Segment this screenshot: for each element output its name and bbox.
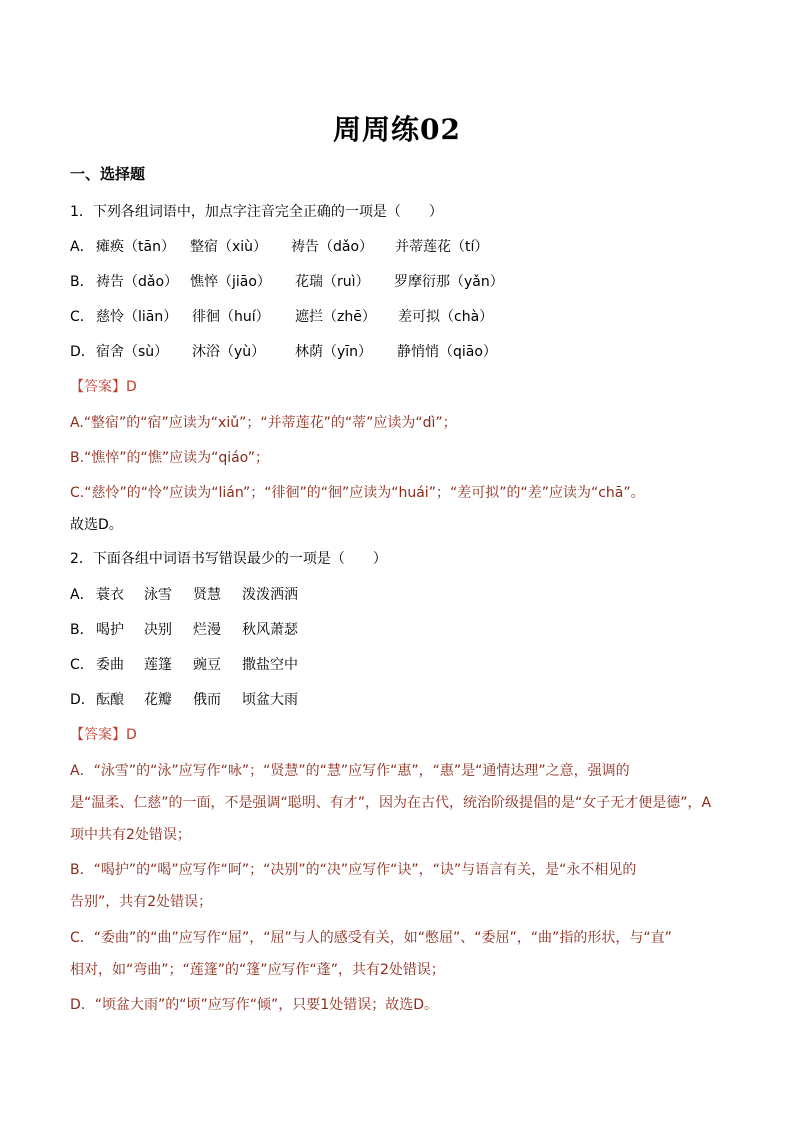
option-item: 祷告（dǎo） bbox=[291, 239, 374, 255]
option-item: 花瓣 bbox=[144, 692, 172, 708]
option-label: C． bbox=[70, 657, 94, 673]
explanation-line: B．“喝护”的“喝”应写作“呵”；“决别”的“决”应写作“诀”，“诀”与语言有关，是“永不相见的 bbox=[70, 862, 637, 878]
option-item: 并蒂莲花（tí） bbox=[395, 239, 489, 255]
option-label: B． bbox=[70, 622, 94, 638]
question-1-stem: 1．下列各组词语中，加点字注音完全正确的一项是（ ） bbox=[70, 204, 443, 220]
option-label: C． bbox=[70, 309, 94, 325]
question-1-answer: 【答案】D bbox=[70, 379, 137, 395]
option-item: 宿舍（sù） bbox=[96, 344, 169, 360]
option-item: 顷盆大雨 bbox=[242, 692, 298, 708]
option-label: A． bbox=[70, 587, 94, 603]
explanation-line: C．“委曲”的“曲”应写作“屈”，“屈”与人的感受有关，如“憋屈”、“委屈”，“曲”指的形状，与“直” bbox=[70, 930, 672, 946]
option-item: 俄而 bbox=[193, 692, 221, 708]
option-item: 委曲 bbox=[96, 657, 124, 673]
option-item: 撒盐空中 bbox=[242, 657, 298, 673]
option-item: 烂漫 bbox=[193, 622, 221, 638]
explanation-line: B.“憔悴”的“憔”应读为“qiáo”； bbox=[70, 450, 269, 466]
explanation-line: 告别”，共有2处错误； bbox=[70, 894, 213, 910]
option-item: 贤慧 bbox=[193, 587, 221, 603]
option-item: 喝护 bbox=[96, 622, 124, 638]
option-item: 遮拦（zhē） bbox=[295, 309, 376, 325]
option-item: 祷告（dǎo） bbox=[96, 274, 179, 290]
explanation-line: C.“慈怜”的“怜”应读为“lián”；“徘徊”的“徊”应读为“huái”；“差可拟”的“差”应读为“chā”。 bbox=[70, 485, 645, 501]
explanation-line: D．“顷盆大雨”的“顷”应写作“倾”，只要1处错误；故选D。 bbox=[70, 997, 438, 1013]
option-item: 酝酿 bbox=[96, 692, 124, 708]
option-item: 静悄悄（qiāo） bbox=[397, 344, 497, 360]
explanation-conclusion: 故选D。 bbox=[70, 517, 123, 533]
section-heading: 一、选择题 bbox=[70, 165, 146, 183]
option-item: 决别 bbox=[144, 622, 172, 638]
option-item: 慈怜（liān） bbox=[96, 309, 178, 325]
explanation-line: 项中共有2处错误； bbox=[70, 827, 191, 843]
option-item: 秋风萧瑟 bbox=[242, 622, 298, 638]
explanation-line: A．“泳雪”的“泳”应写作“咏”；“贤慧”的“慧”应写作“惠”，“惠”是“通情达理”之意，强调的 bbox=[70, 763, 630, 779]
explanation-line: A.“整宿”的“宿”应读为“xiǔ”；“并蒂莲花”的“蒂”应读为“dì”； bbox=[70, 415, 457, 431]
question-2-answer: 【答案】D bbox=[70, 727, 137, 743]
option-item: 花瑞（ruì） bbox=[295, 274, 370, 290]
option-item: 整宿（xiù） bbox=[190, 239, 268, 255]
option-label: D． bbox=[70, 692, 95, 708]
option-item: 泳雪 bbox=[144, 587, 172, 603]
page-title: 周周练02 bbox=[333, 113, 461, 146]
option-item: 徘徊（huí） bbox=[192, 309, 270, 325]
option-item: 莲篷 bbox=[144, 657, 172, 673]
option-item: 林荫（yīn） bbox=[295, 344, 373, 360]
option-item: 差可拟（chà） bbox=[398, 309, 494, 325]
option-item: 瘫痪（tān） bbox=[96, 239, 175, 255]
explanation-line: 是“温柔、仁慈”的一面，不是强调“聪明、有才”，因为在古代，统治阶级提倡的是“女子无才便是德”，A bbox=[70, 795, 712, 811]
option-label: D． bbox=[70, 344, 95, 360]
explanation-line: 相对，如“弯曲”；“莲篷”的“篷”应写作“蓬”，共有2处错误； bbox=[70, 962, 445, 978]
option-item: 沐浴（yù） bbox=[192, 344, 266, 360]
option-item: 豌豆 bbox=[193, 657, 221, 673]
option-item: 蓑衣 bbox=[96, 587, 124, 603]
option-label: A． bbox=[70, 239, 94, 255]
option-item: 罗摩衍那（yǎn） bbox=[394, 274, 504, 290]
option-item: 泼泼洒洒 bbox=[242, 587, 298, 603]
option-label: B． bbox=[70, 274, 94, 290]
question-2-stem: 2．下面各组中词语书写错误最少的一项是（ ） bbox=[70, 551, 387, 567]
option-item: 憔悴（jiāo） bbox=[190, 274, 271, 290]
